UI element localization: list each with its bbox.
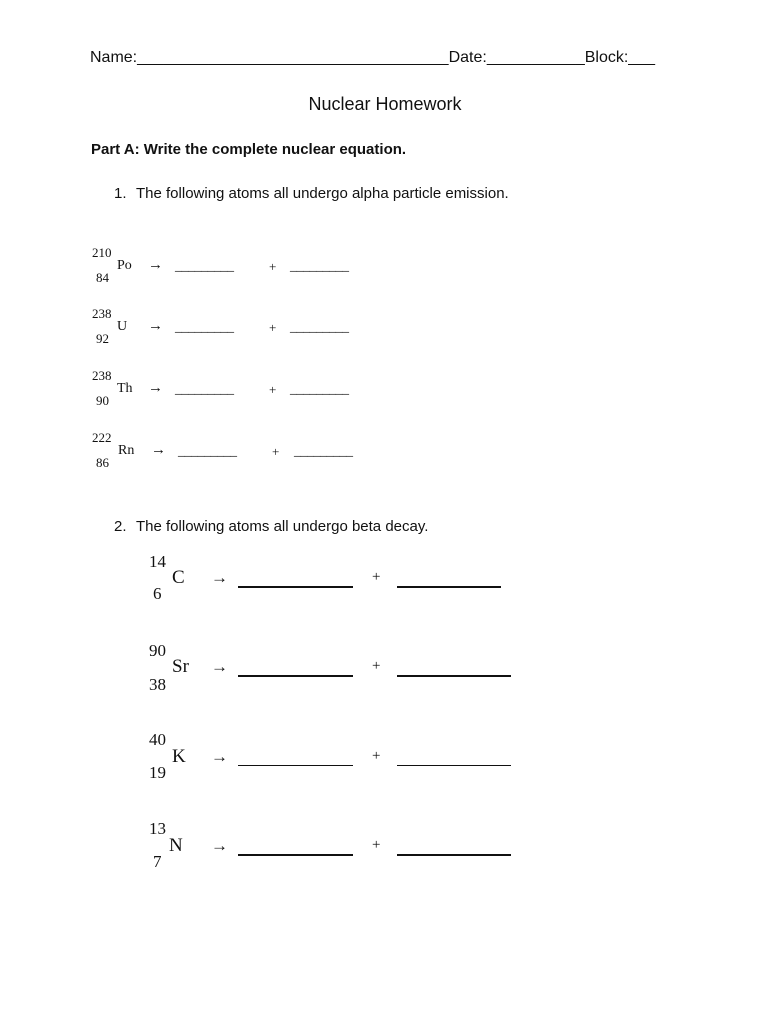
atomic-number: 38	[149, 675, 166, 694]
question-1-text: The following atoms all undergo alpha particle emission.	[136, 185, 509, 202]
product-blank-1[interactable]: _________	[178, 444, 237, 459]
plus-sign: +	[269, 320, 277, 335]
part-a-heading: Part A: Write the complete nuclear equation.	[91, 141, 407, 158]
product-blank-2[interactable]: _________	[290, 382, 349, 397]
atomic-number: 92	[96, 331, 109, 346]
product-blank-2[interactable]	[397, 765, 511, 766]
product-blank-1[interactable]: _________	[175, 259, 234, 274]
product-blank-2[interactable]	[397, 854, 511, 856]
atomic-number: 90	[96, 393, 109, 408]
atomic-number: 7	[153, 852, 162, 871]
mass-number: 238	[92, 306, 112, 321]
element-symbol: Po	[117, 258, 132, 273]
reaction-arrow: →	[148, 318, 163, 334]
atomic-number: 19	[149, 763, 166, 782]
question-1	[114, 185, 509, 202]
mass-number: 222	[92, 430, 112, 445]
product-blank-1[interactable]	[238, 765, 353, 766]
reaction-arrow: →	[211, 836, 228, 855]
product-blank-1[interactable]	[238, 675, 353, 677]
plus-sign: +	[372, 658, 381, 674]
plus-sign: +	[372, 748, 381, 764]
mass-number: 238	[92, 368, 112, 383]
element-symbol: Rn	[118, 443, 135, 458]
product-blank-2[interactable]	[397, 586, 501, 588]
name-field[interactable]: ___________________________________	[137, 49, 449, 66]
plus-sign: +	[372, 569, 381, 585]
block-field[interactable]: ___	[628, 49, 655, 66]
mass-number: 14	[149, 552, 166, 571]
mass-number: 210	[92, 245, 112, 260]
product-blank-2[interactable]: _________	[290, 320, 349, 335]
question-2	[114, 518, 428, 535]
name-label: Name:	[90, 49, 138, 66]
header-line	[90, 49, 655, 67]
plus-sign: +	[269, 259, 277, 274]
product-blank-1[interactable]: _________	[175, 382, 234, 397]
mass-number: 90	[149, 641, 166, 660]
question-1-number: 1.	[114, 185, 127, 202]
date-field[interactable]: ___________	[486, 49, 585, 66]
element-symbol: U	[117, 319, 128, 334]
page-title: Nuclear Homework	[308, 94, 462, 114]
product-blank-1[interactable]	[238, 854, 353, 856]
plus-sign: +	[272, 444, 280, 459]
atomic-number: 86	[96, 455, 109, 470]
atomic-number: 6	[153, 584, 162, 603]
element-symbol: C	[172, 567, 185, 588]
reaction-arrow: →	[211, 568, 228, 587]
date-label: Date:	[448, 49, 487, 66]
mass-number: 13	[149, 819, 166, 838]
reaction-arrow: →	[148, 257, 163, 273]
product-blank-1[interactable]: _________	[175, 320, 234, 335]
question-2-text: The following atoms all undergo beta decay.	[136, 518, 429, 535]
product-blank-2[interactable]: _________	[294, 444, 353, 459]
element-symbol: Sr	[172, 656, 189, 677]
element-symbol: N	[169, 835, 183, 856]
question-2-number: 2.	[114, 518, 127, 535]
product-blank-2[interactable]: _________	[290, 259, 349, 274]
mass-number: 40	[149, 730, 166, 749]
element-symbol: K	[172, 746, 186, 767]
plus-sign: +	[269, 382, 277, 397]
reaction-arrow: →	[151, 442, 166, 458]
reaction-arrow: →	[211, 657, 228, 676]
plus-sign: +	[372, 837, 381, 853]
atomic-number: 84	[96, 270, 109, 285]
reaction-arrow: →	[211, 747, 228, 766]
product-blank-2[interactable]	[397, 675, 511, 677]
product-blank-1[interactable]	[238, 586, 353, 588]
block-label: Block:	[584, 49, 629, 66]
reaction-arrow: →	[148, 380, 163, 396]
element-symbol: Th	[117, 381, 133, 396]
